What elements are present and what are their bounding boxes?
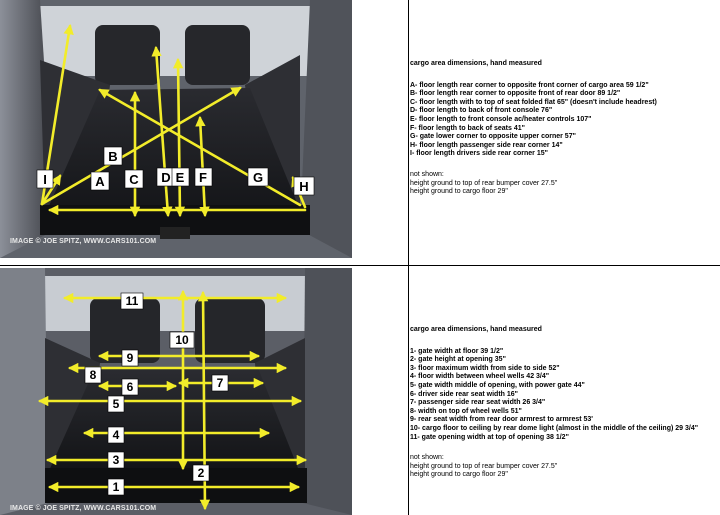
measurement-10: 10- cargo floor to ceiling by rear dome light (almost in the middle of the ceiling) 29 3/4": [410, 424, 699, 432]
measurement-h: H- floor length passenger side rear corner 14": [410, 141, 563, 149]
measurement-4: 4- floor width between wheel wells 42 3/4": [410, 373, 550, 381]
cargo-photo-widths: [0, 268, 352, 515]
measurement-5: 5- gate width middle of opening, with power gate 44": [410, 381, 585, 389]
measurement-b: B- floor length rear corner to opposite front of rear door 89 1/2": [410, 90, 621, 98]
measurements-top: [410, 60, 718, 197]
measurement-6: 6- driver side rear seat width 16": [410, 390, 518, 398]
measurement-i: I- floor length drivers side rear corner 15": [410, 150, 548, 158]
measurement-e: E- floor length to front console ac/heater controls 107": [410, 115, 592, 123]
cargo-illustration-widths: [0, 268, 352, 515]
measurement-8: 8- width on top of wheel wells 51": [410, 407, 522, 415]
marker-1: 1: [112, 480, 120, 494]
left-pillar-bottom: [0, 268, 48, 515]
photo-credit-bottom: IMAGE © JOE SPITZ, WWW.CARS101.COM: [10, 505, 157, 512]
marker-g: G: [252, 170, 264, 185]
marker-e: E: [175, 170, 185, 185]
measurement-c: C- floor length with to top of seat folded flat 65" (doesn't include headrest): [410, 98, 657, 106]
column-divider: [408, 0, 409, 515]
heading-top: cargo area dimensions, hand measured: [410, 60, 542, 67]
marker-7: 7: [216, 376, 224, 390]
measurement-f: F- floor length to back of seats 41": [410, 124, 525, 132]
measurement-g: G- gate lower corner to opposite upper corner 57": [410, 133, 576, 141]
marker-6: 6: [126, 380, 134, 394]
not-shown-label-bottom: not shown:: [410, 454, 444, 462]
right-pillar-bottom: [303, 268, 352, 515]
rear-window-light: [24, 6, 324, 76]
not-shown-bumper-top: height ground to top of rear bumper cover 27.5": [410, 179, 558, 187]
marker-h: H: [299, 179, 309, 194]
marker-3: 3: [112, 453, 120, 467]
rear-sill-bottom: [45, 468, 307, 503]
marker-d: D: [161, 170, 171, 185]
marker-10: 10: [175, 333, 189, 347]
measurement-a: A- floor length rear corner to opposite front corner of cargo area 59 1/2": [410, 81, 649, 89]
marker-2: 2: [197, 466, 205, 480]
cargo-illustration-lengths: [0, 0, 352, 258]
marker-8: 8: [89, 368, 97, 382]
measurement-11: 11- gate opening width at top of opening 38 1/2": [410, 433, 569, 441]
not-shown-floor-bottom: height ground to cargo floor 29": [410, 471, 508, 479]
not-shown-floor-top: height ground to cargo floor 29": [410, 188, 508, 196]
marker-9: 9: [126, 351, 134, 365]
right-seat-bottom: [195, 298, 265, 363]
marker-a: A: [95, 174, 105, 189]
marker-c: C: [129, 172, 139, 187]
cargo-photo-lengths: [0, 0, 352, 258]
not-shown-label-top: not shown:: [410, 170, 444, 178]
measurement-3: 3- floor maximum width from side to side 52": [410, 364, 560, 372]
left-seat-back: [95, 25, 160, 85]
marker-11: 11: [125, 294, 139, 308]
measurements-bottom: [410, 326, 718, 480]
measurement-2: 2- gate height at opening 35": [410, 356, 506, 364]
rear-window-light-bottom: [35, 276, 315, 331]
marker-5: 5: [112, 397, 120, 411]
marker-f: F: [199, 170, 207, 185]
latch: [160, 227, 190, 239]
marker-b: B: [108, 149, 118, 164]
photo-credit-top: IMAGE © JOE SPITZ, WWW.CARS101.COM: [10, 238, 157, 245]
marker-i: I: [43, 172, 47, 187]
measurement-7: 7- passenger side rear seat width 26 3/4": [410, 399, 546, 407]
marker-4: 4: [112, 428, 120, 442]
heading-bottom: cargo area dimensions, hand measured: [410, 326, 542, 333]
measurement-9: 9- rear seat width from rear door armrest to armrest 53': [410, 416, 593, 424]
measurement-d: D- floor length to back of front console 76": [410, 107, 553, 115]
not-shown-bumper-bottom: height ground to top of rear bumper cover 27.5": [410, 462, 558, 470]
measurement-1: 1- gate width at floor 39 1/2": [410, 347, 504, 355]
measurement-list-top: [410, 82, 718, 159]
measurement-list-bottom: [410, 348, 718, 443]
right-seat-back: [185, 25, 250, 85]
row-divider: [0, 265, 720, 266]
